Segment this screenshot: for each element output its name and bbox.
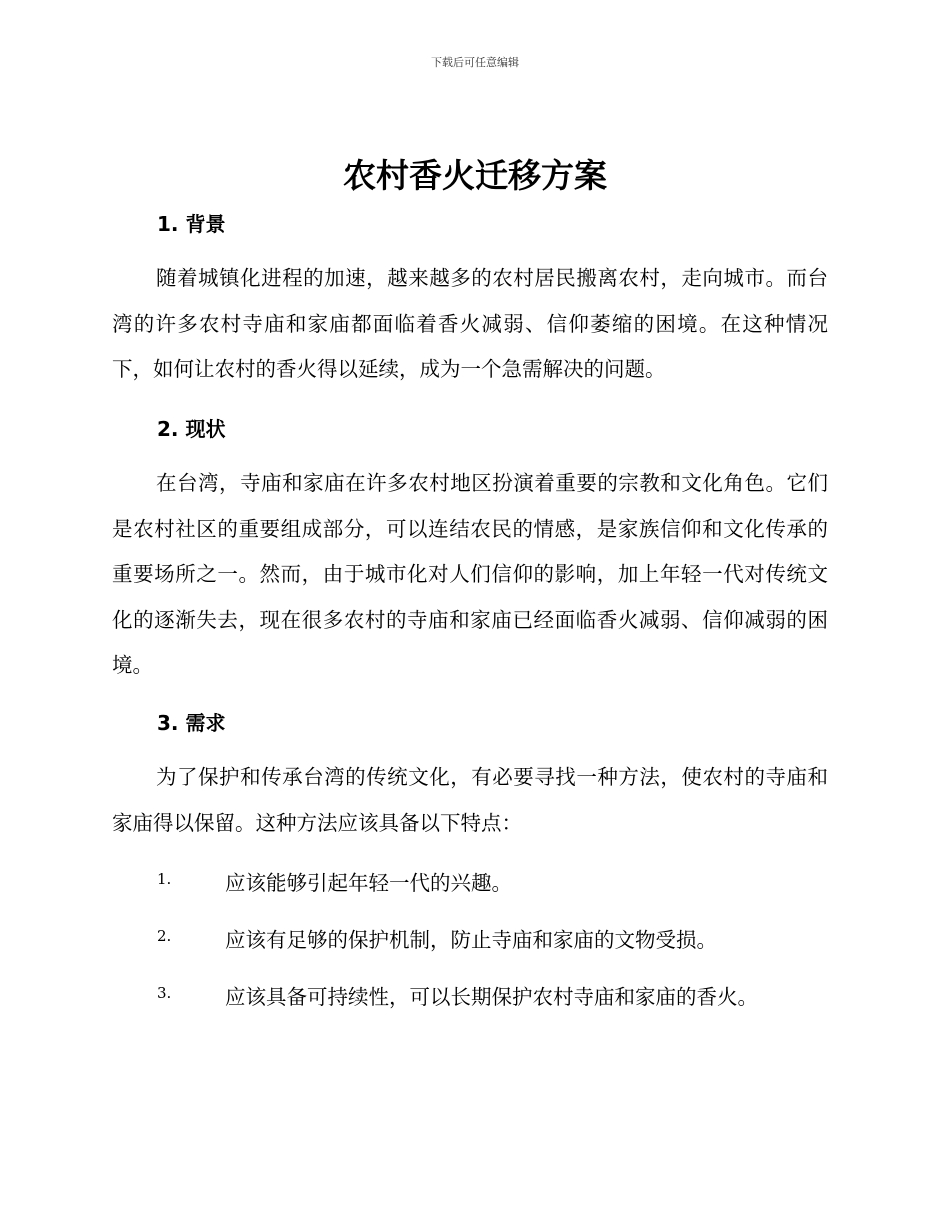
header-note: 下载后可任意编辑 xyxy=(431,56,519,69)
list-item-number: 2. xyxy=(157,927,172,945)
list-item-number: 1. xyxy=(157,870,172,888)
list-item-number: 3. xyxy=(157,984,172,1002)
section-paragraph-background: 随着城镇化进程的加速，越来越多的农村居民搬离农村，走向城市。而台湾的许多农村寺庙和家庙都面临着香火减弱、信仰萎缩的困境。在这种情况下，如何让农村的香火得以延续，成为一个急需解决的问题。 xyxy=(112,266,828,381)
section-paragraph-needs: 为了保护和传承台湾的传统文化，有必要寻找一种方法，使农村的寺庙和家庙得以保留。这种方法应该具备以下特点： xyxy=(112,765,828,835)
section-heading-status: 2. 现状 xyxy=(157,417,226,441)
list-item xyxy=(157,923,837,953)
list-item-text: 应该有足够的保护机制，防止寺庙和家庙的文物受损。 xyxy=(225,928,717,952)
list-item xyxy=(157,980,837,1010)
section-paragraph-status: 在台湾，寺庙和家庙在许多农村地区扮演着重要的宗教和文化角色。它们是农村社区的重要组成部分，可以连结农民的情感，是家族信仰和文化传承的重要场所之一。然而，由于城市化对人们信仰的影响，加上年轻一代对传统文化的逐渐失去，现在很多农村的寺庙和家庙已经面临香火减弱、信仰减弱的困境。 xyxy=(112,471,828,677)
document-title: 农村香火迁移方案 xyxy=(343,156,607,195)
list-item-text: 应该具备可持续性，可以长期保护农村寺庙和家庙的香火。 xyxy=(225,985,758,1009)
section-heading-background: 1. 背景 xyxy=(157,212,226,236)
section-heading-needs: 3. 需求 xyxy=(157,711,226,735)
list-item xyxy=(157,866,837,896)
list-item-text: 应该能够引起年轻一代的兴趣。 xyxy=(225,871,512,895)
